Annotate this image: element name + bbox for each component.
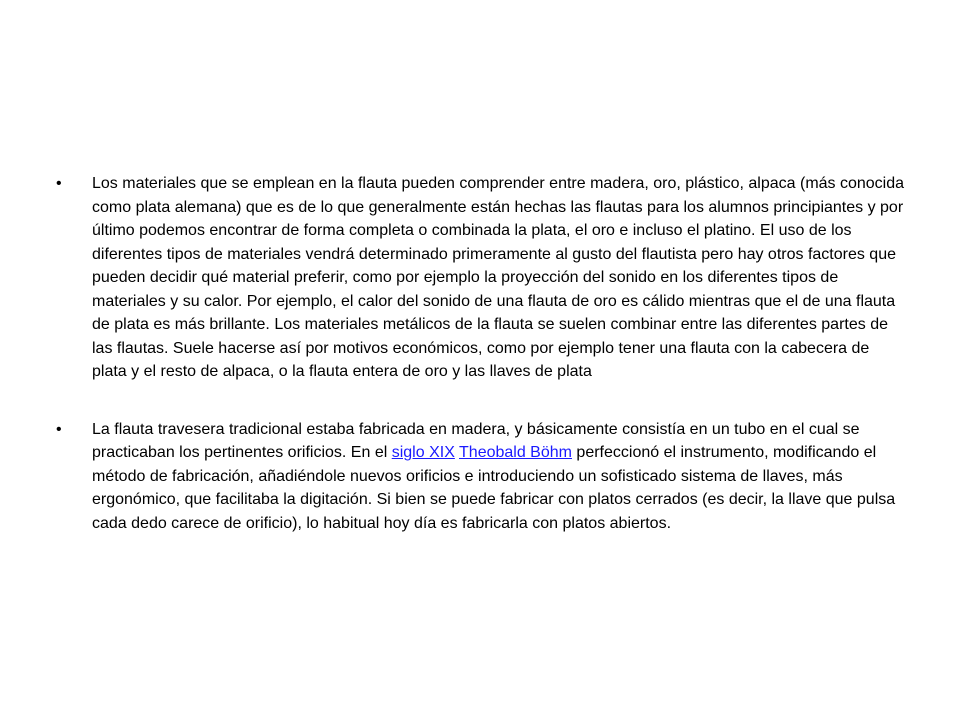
link-theobald-bohm[interactable]: Theobald Böhm [459,444,572,461]
bullet-marker: • [56,175,62,192]
bullet-item-history [56,418,906,536]
paragraph-history-start: La flauta travesera tradicional estaba fabricada en madera, y básicamente consistía en un tubo en el cual se practicaban los pertinentes orificios. En el [92,420,860,461]
bullet-item-materials [56,172,906,384]
bullet-marker: • [56,420,62,438]
link-siglo-xix[interactable]: siglo XIX [391,444,455,461]
paragraph-materials: Los materiales que se emplean en la flauta pueden comprender entre madera, oro, plástico, alpaca (más conocida como plata alemana) que es de lo que generalmente están hechas las flautas para los alumnos principiantes y por último podemos encontrar de forma completa o combinada la plata, el oro e incluso el platino. El uso de los diferentes tipos de materiales vendrá determinado primeramente al gusto del flautista pero hay otros factores que pueden decidir qué material preferir, como por ejemplo la proyección del sonido en los diferentes tipos de materiales y su calor. Por ejemplo, el calor del sonido de una flauta de oro es cálido mientras que el de una flauta de plata es más brillante. Los materiales metálicos de la flauta se suelen combinar entre las diferentes partes de las flautas. Suele hacerse así por motivos económicos, como por ejemplo tener una flauta con la cabecera de plata y el resto de alpaca, o la flauta entera de oro y las llaves de plata [92,175,905,380]
bullet-list [56,172,906,535]
paragraph-history-end: perfeccionó el instrumento, modificando el método de fabricación, añadiéndole nuevos orificios e introduciendo un sofisticado sistema de llaves, más ergonómico, que facilitaba la digitación. Si bien se puede fabricar con platos cerrados (es decir, la llave que pulsa cada dedo carece de orificio), lo habitual hoy día es fabricarla con platos abiertos. [92,444,896,532]
